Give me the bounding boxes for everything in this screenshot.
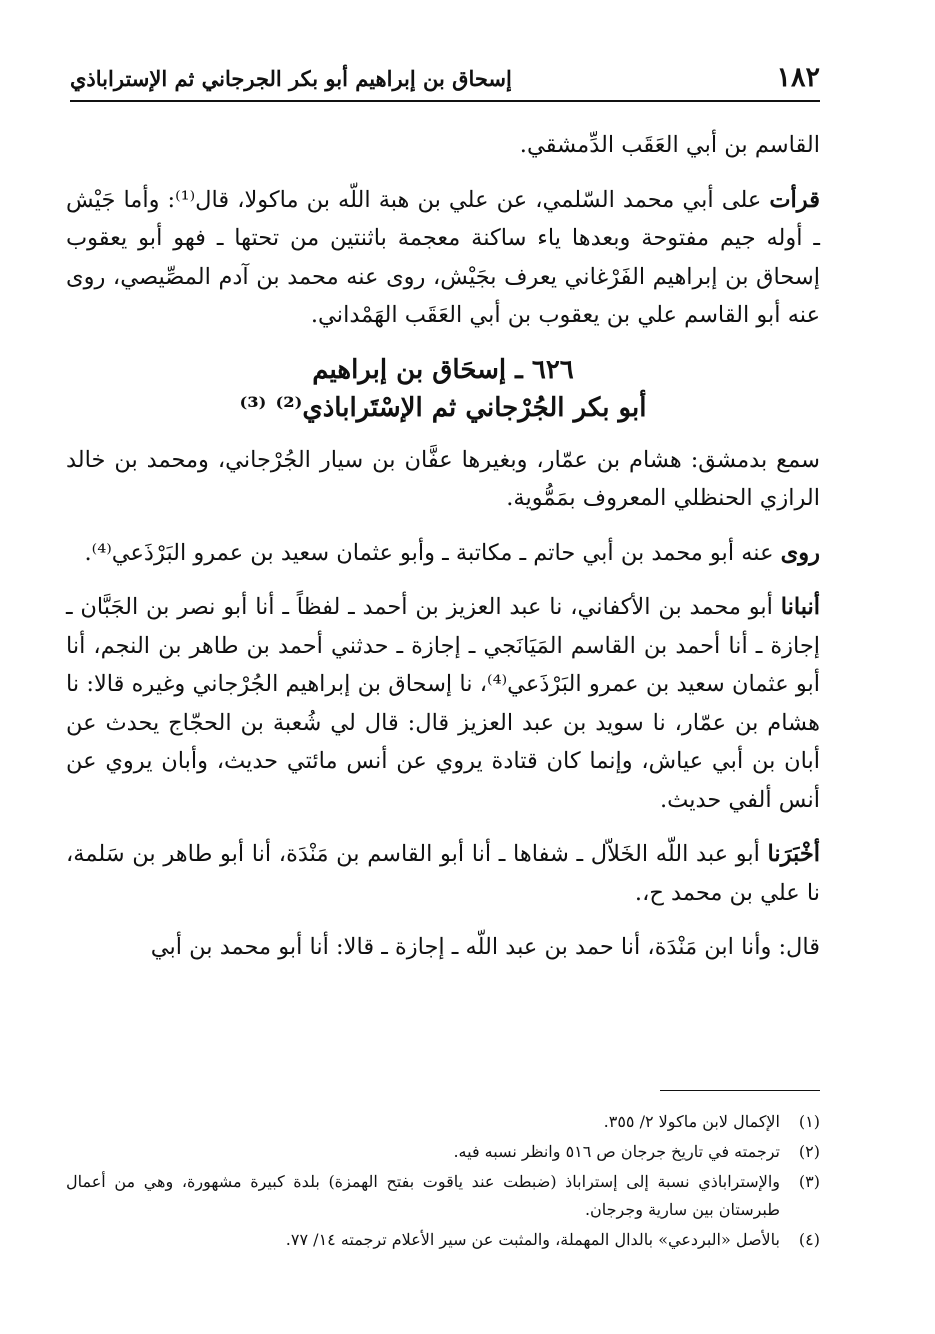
footnote-item [66, 1138, 820, 1166]
entry-heading-number-name: ٦٢٦ ـ إسحَاق بن إبراهيم [312, 354, 574, 385]
paragraph-text: أبو عبد اللّه الخَلاّل ـ شفاها ـ أنا أبو القاسم بن مَنْدَة، أنا أبو طاهر بن سَلمة، نا علي بن محمد ح،. [66, 841, 820, 906]
paragraph-sami: سمع بدمشق: هشام بن عمّار، وبغيرها عفَّان بن سيار الجُرْجاني، ومحمد بن خالد الرازي الحنظلي المعروف بمَمُّوية. [66, 446, 820, 511]
footnote-text: الإكمال لابن ماكولا ٢/ ٣٥٥. [603, 1112, 780, 1131]
footnote-item [66, 1226, 820, 1254]
paragraph-text: أبو محمد بن الأكفاني، نا عبد العزيز بن أحمد ـ لفظاً ـ أنا أبو نصر بن الجَبَّان ـ إجازة ـ أنا أحمد بن القاسم المَيَانَجي ـ إجازة ـ حدثني أحمد بن طاهر بن النجم، أنا أبو عثمان سعيد بن عمرو البَرْذَعي⁽⁴⁾، نا إسحاق بن إبراهيم الجُرْجاني وغيره قالا: نا هشام بن عمّار، نا سويد بن عبد العزيز قال: قال لي شُعبة بن الحجّاج يحدث عن أبان بن أبي عياش، وإنما كان قتادة يروي عن أنس مائتي حديث، وأبان يروي عن أنس ألفي حديث. [66, 594, 820, 813]
paragraph-qarat [66, 181, 820, 335]
footnote-item [66, 1108, 820, 1136]
footnote-text: ترجمته في تاريخ جرجان ص ٥١٦ وانظر نسبه فيه. [453, 1142, 780, 1161]
footnote-number: (٢) [798, 1142, 820, 1161]
page-number: ١٨٢ [776, 62, 820, 93]
paragraph-continuation: القاسم بن أبي العَقَب الدِّمشقي. [519, 132, 820, 158]
footnote-separator [660, 1090, 820, 1091]
paragraph-rawa [66, 534, 820, 573]
footnote-text: بالأصل «البردعي» بالدال المهملة، والمثبت عن سير الأعلام ترجمته ١٤/ ٧٧. [285, 1230, 780, 1249]
footnote-number: (٣) [798, 1172, 820, 1191]
paragraph-text: على أبي محمد السّلمي، عن علي بن هبة اللّه بن ماكولا، قال⁽¹⁾: وأما جَيْش ـ أوله جيم مفتوحة وبعدها ياء ساكنة معجمة باثنتين من تحتها ـ فهو أبو يعقوب إسحاق بن إبراهيم الفَرْغاني يعرف بجَيْش، روى عنه محمد بن آدم المصِّيصي، روى عنه أبو القاسم علي بن يعقوب بن أبي العَقَب الهَمْداني. [66, 186, 820, 328]
paragraph-anbana [66, 588, 820, 819]
paragraph-akhbarana [66, 835, 820, 912]
running-title: إسحاق بن إبراهيم أبو بكر الجرجاني ثم الإستراباذي [70, 66, 512, 91]
entry-heading [66, 351, 820, 427]
paragraph-lead-word: أنبانا [780, 594, 820, 620]
entry-heading-kunya: أبو بكر الجُرْجاني ثم الإسْتَراباذي⁽²⁾ ⁽³⁾ [239, 392, 647, 423]
header-rule [70, 100, 820, 102]
paragraph-text: عنه أبو محمد بن أبي حاتم ـ مكاتبة ـ وأبو عثمان سعيد بن عمرو البَرْذَعي⁽⁴⁾. [84, 539, 781, 566]
main-text [66, 126, 820, 983]
footnote-item [66, 1168, 820, 1224]
footnote-text: والإستراباذي نسبة إلى إستراباذ (ضبطت عند ياقوت بفتح الهمزة) بلدة كبيرة مشهورة، وهي من أعمال طبرستان بين سارية وجرجان. [66, 1172, 780, 1219]
footnote-number: (١) [798, 1112, 820, 1131]
paragraph-qal: قال: وأنا ابن مَنْدَة، أنا حمد بن عبد اللّه ـ إجازة ـ قالا: أنا أبو محمد بن أبي [150, 934, 820, 960]
page-header [70, 58, 820, 98]
paragraph-lead-word: أخْبَرَنا [767, 841, 820, 867]
paragraph-lead-word: روى [780, 539, 820, 566]
footnote-number: (٤) [798, 1230, 820, 1249]
footnotes [66, 1108, 820, 1256]
paragraph-lead-word: قرأت [769, 186, 820, 213]
